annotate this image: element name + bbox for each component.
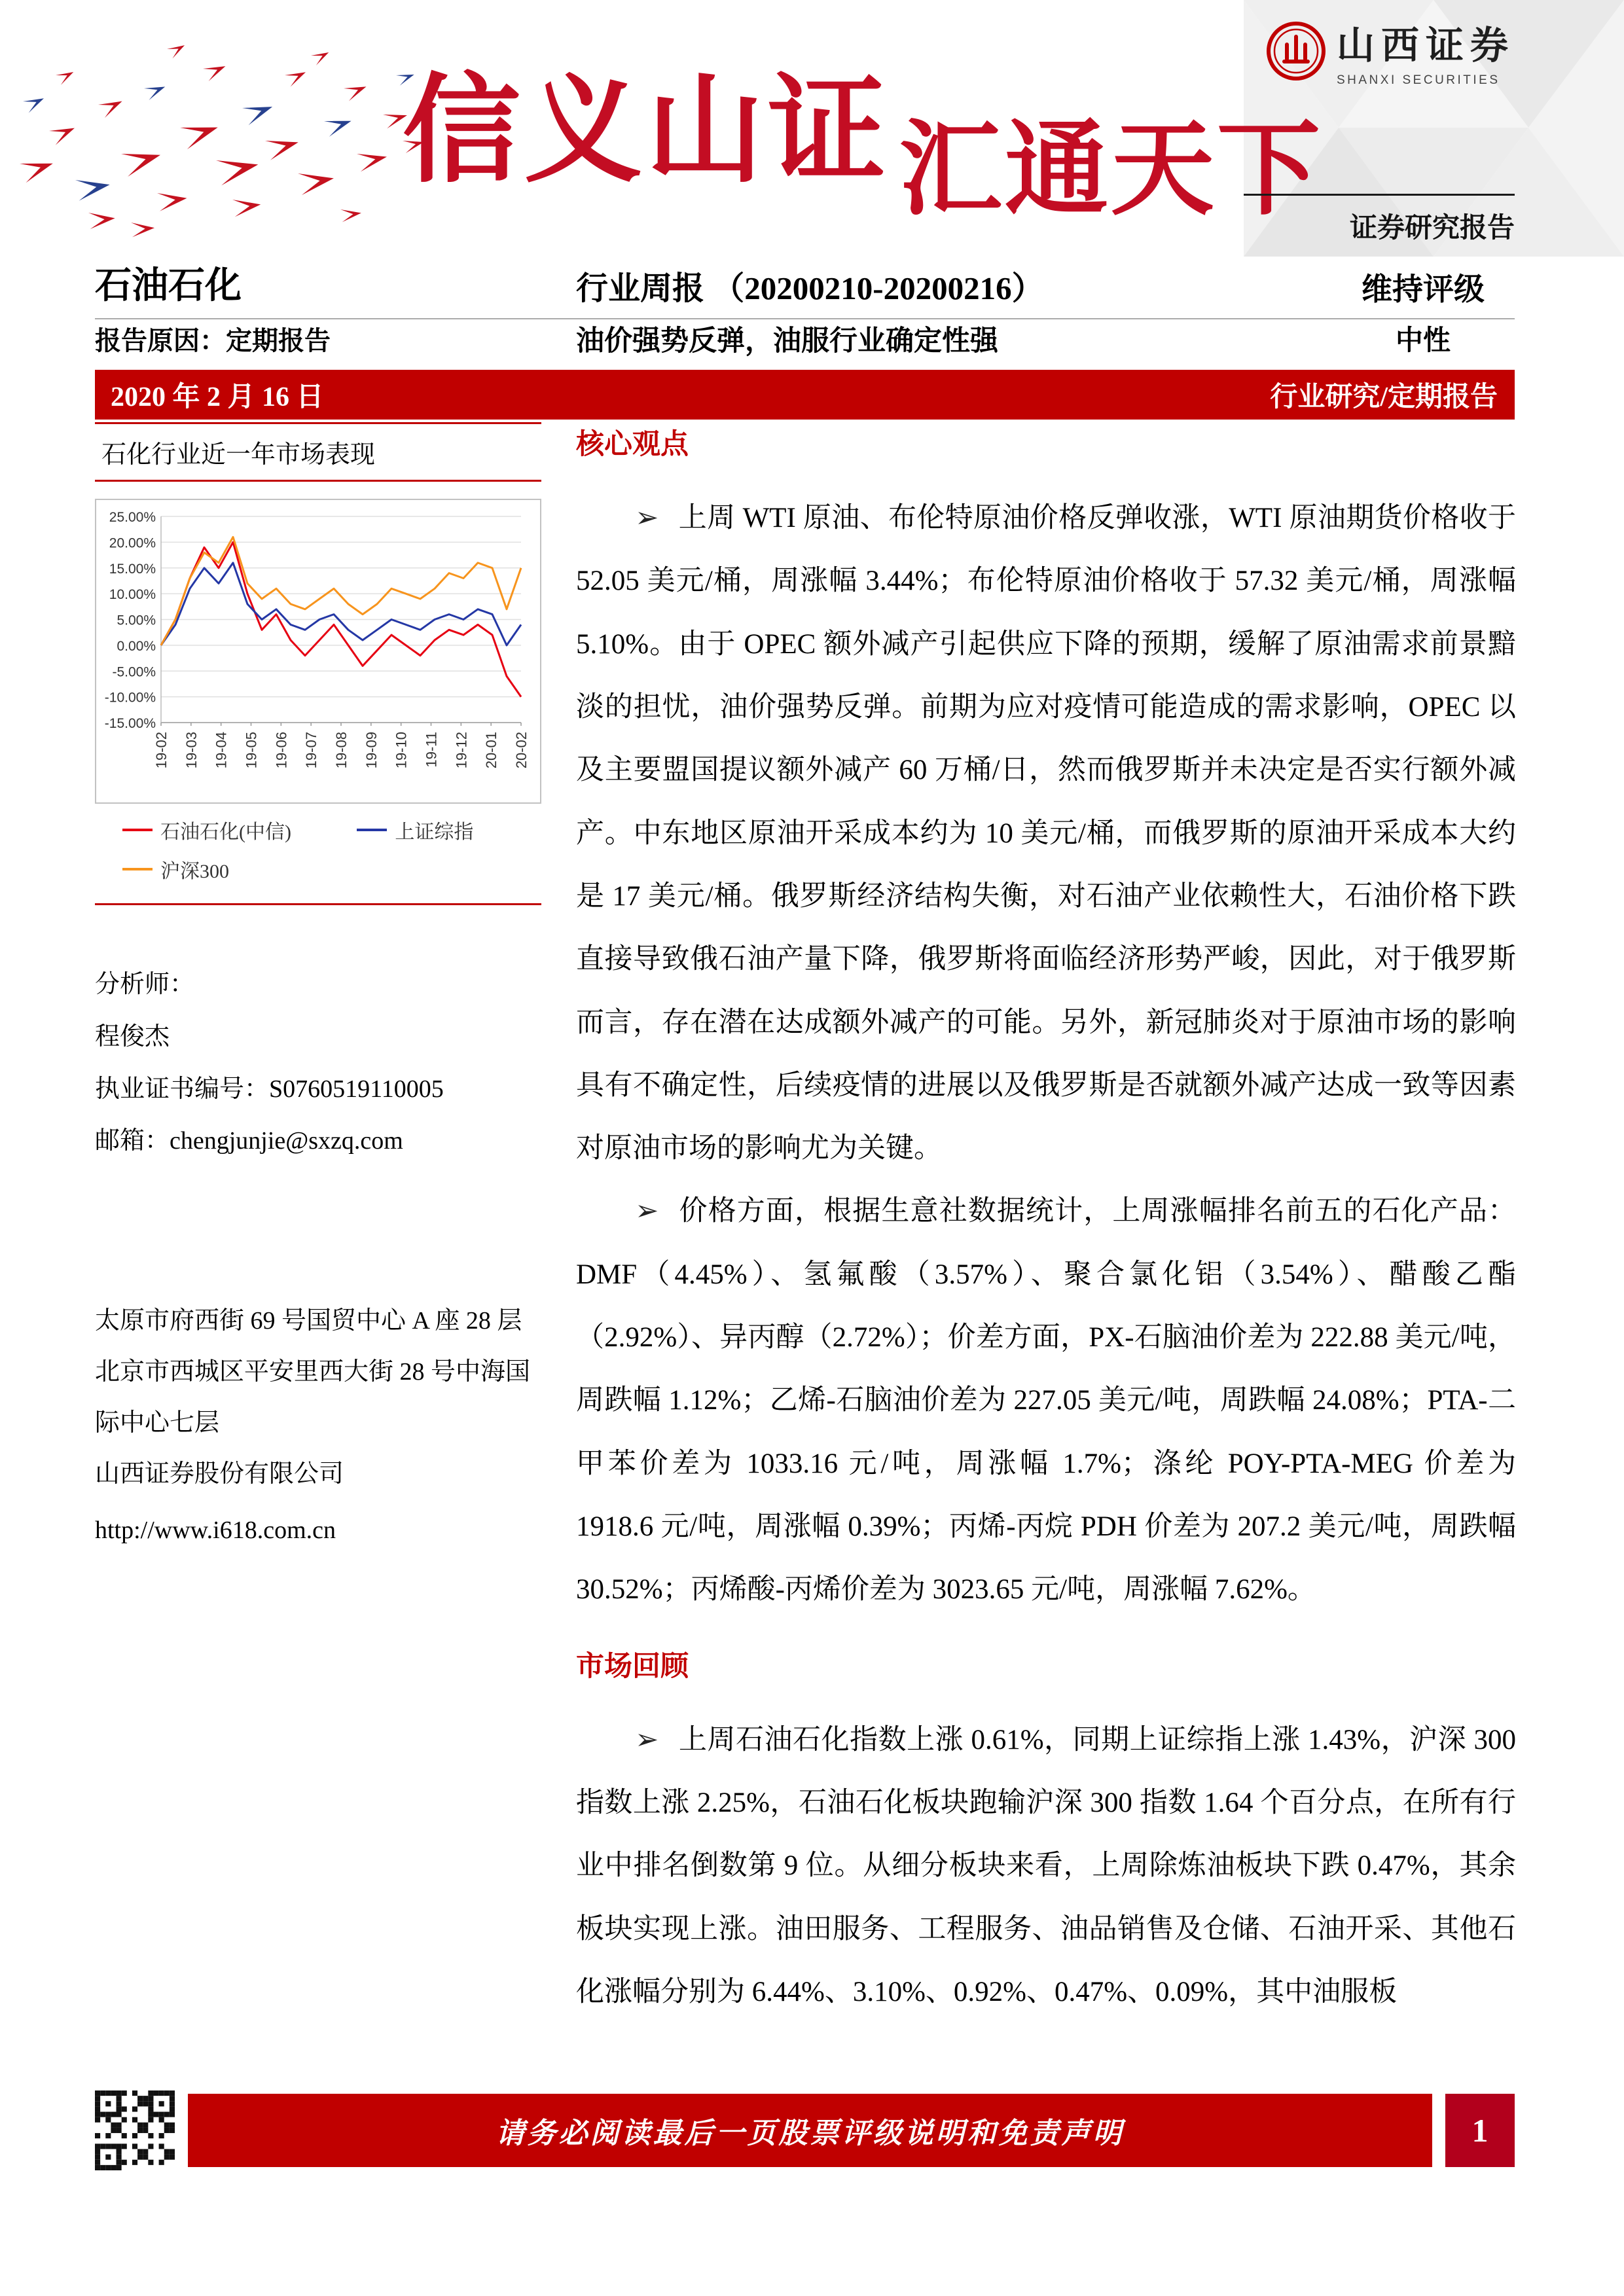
paragraph-oil-price xyxy=(576,487,1516,1180)
svg-text:-15.00%: -15.00% xyxy=(104,716,156,731)
svg-text:25.00%: 25.00% xyxy=(109,510,156,525)
bullet-arrow-icon: ➢ xyxy=(635,503,659,533)
bullet-arrow-icon: ➢ xyxy=(635,1724,659,1755)
analyst-license: 执业证书编号：S0760519110005 xyxy=(95,1075,444,1103)
bullet-arrow-icon: ➢ xyxy=(635,1196,659,1227)
legend-item xyxy=(122,816,357,844)
legend-item xyxy=(122,855,357,884)
svg-text:20-02: 20-02 xyxy=(513,732,530,769)
address-line-1: 太原市府西街 69 号国贸中心 A 座 28 层 xyxy=(95,1307,522,1335)
chart-legend xyxy=(95,816,541,894)
svg-text:19-07: 19-07 xyxy=(303,732,320,769)
paragraph-product-prices xyxy=(576,1180,1516,1621)
disclaimer-band xyxy=(188,2094,1432,2167)
market-performance-chart-box xyxy=(95,499,541,804)
address-line-2: 北京市西城区平安里西大街 28 号中海国际中心七层 xyxy=(95,1358,531,1437)
divider xyxy=(95,903,541,905)
legend-label: 石油石化(中信) xyxy=(160,821,291,843)
section-title-core-views: 核心观点 xyxy=(576,429,689,460)
shanxi-securities-seal-icon xyxy=(1266,21,1326,81)
svg-text:20.00%: 20.00% xyxy=(109,535,156,551)
analyst-email: 邮箱：chengjunjie@sxzq.com xyxy=(95,1127,403,1155)
analyst-info xyxy=(95,959,541,1168)
svg-text:19-10: 19-10 xyxy=(393,732,410,769)
analyst-name: 程俊杰 xyxy=(95,1022,170,1050)
legend-swatch-icon xyxy=(357,829,387,831)
page-number: 1 xyxy=(1445,2094,1515,2167)
svg-text:19-09: 19-09 xyxy=(363,732,380,769)
svg-text:-10.00%: -10.00% xyxy=(104,690,156,706)
svg-text:-5.00%: -5.00% xyxy=(112,664,156,680)
svg-text:19-05: 19-05 xyxy=(243,732,260,769)
svg-text:19-11: 19-11 xyxy=(423,732,440,768)
analyst-label: 分析师： xyxy=(95,971,195,998)
brand-slogan xyxy=(403,36,1324,228)
rating-label: 维持评级 xyxy=(1362,273,1485,307)
svg-text:19-03: 19-03 xyxy=(183,732,200,769)
svg-text:20-01: 20-01 xyxy=(483,732,500,769)
paragraph-text: 价格方面，根据生意社数据统计，上周涨幅排名前五的石化产品：DMF（4.45%）、氢氟酸（3.57%）、聚合氯化铝（3.54%）、醋酸乙酯（2.92%）、异丙醇（2.72%）；价差方面，PX-石脑油价差为 222.88 美元/吨，周跌幅 1.12%；乙烯-石脑油价差为 227.05 美元/吨，周跌幅 24.08%；PTA-二甲苯价差为 1033.16 元/吨，周涨幅 1.7%；涤纶 POY-PTA-MEG 价差为 1918.6 元/吨，周涨幅 0.39%；丙烯-丙烷 PDH 价差为 207.2 美元/吨，周跌幅 30.52%；丙烯酸-丙烯价差为 3023.65 元/吨，周涨幅 7.62%。 xyxy=(576,1196,1516,1605)
website-link[interactable]: http://www.i618.com.cn xyxy=(95,1516,336,1544)
legend-label: 上证综指 xyxy=(395,821,474,843)
report-date: 2020 年 2 月 16 日 xyxy=(111,382,324,412)
slogan-sub-text: 汇通天下 xyxy=(899,113,1324,228)
legend-label: 沪深300 xyxy=(160,861,229,882)
logo-text: 山西证券 xyxy=(1336,24,1515,67)
legend-swatch-icon xyxy=(122,868,153,870)
svg-text:10.00%: 10.00% xyxy=(109,587,156,603)
paragraph-text: 上周石油石化指数上涨 0.61%，同期上证综指上涨 1.43%，沪深 300 指数上涨 2.25%，石油石化板块跑输沪深 300 指数 1.64 个百分点，在所有行业中排名倒数第 9 位。从细分板块来看，上周除炼油板块下跌 0.47%，其余板块实现上涨。油田服务、工程服务、油品销售及仓储、石油开采、其他石化涨幅分别为 6.44%、3.10%、0.92%、0.47%、0.09%，其中油服板 xyxy=(576,1724,1516,2007)
legend-swatch-icon xyxy=(122,829,153,831)
qr-code xyxy=(95,2090,175,2170)
company-logo xyxy=(1266,14,1515,88)
logo-subtext: SHANXI SECURITIES xyxy=(1336,73,1500,87)
date-bar xyxy=(95,370,1515,420)
company-name: 山西证券股份有限公司 xyxy=(95,1460,344,1488)
header-row-sub xyxy=(95,313,1515,364)
svg-text:19-12: 19-12 xyxy=(453,732,470,769)
footer xyxy=(95,2089,1515,2172)
flying-arrows-decoration xyxy=(0,26,432,242)
report-subtitle: 油价强势反弹，油服行业确定性强 xyxy=(576,325,998,357)
rating-value: 中性 xyxy=(1395,326,1451,356)
contact-info xyxy=(95,1296,541,1556)
svg-text:19-02: 19-02 xyxy=(153,732,170,769)
disclaimer-text: 请务必阅读最后一页股票评级说明和免责声明 xyxy=(496,2117,1125,2149)
paragraph-text: 上周 WTI 原油、布伦特原油价格反弹收涨，WTI 原油期货价格收于 52.05 美元/桶，周涨幅 3.44%；布伦特原油价格收于 57.32 美元/桶，周涨幅 5.10%。由于 OPEC 额外减产引起供应下降的预期，缓解了原油需求前景黯淡的担忧，油价强势反弹。前期为应对疫情可能造成的需求影响，OPEC 以及主要盟国提议额外减产 60 万桶/日，然而俄罗斯并未决定是否实行额外减产。中东地区原油开采成本约为 10 美元/桶，而俄罗斯的原油开采成本大约是 17 美元/桶。俄罗斯经济结构失衡，对石油产业依赖性大，石油价格下跌直接导致俄石油产量下降，俄罗斯将面临经济形势严峻，因此，对于俄罗斯而言，存在潜在达成额外减产的可能。另外，新冠肺炎对于原油市场的影响具有不确定性，后续疫情的进展以及俄罗斯是否就额外减产达成一致等因素对原油市场的影响尤为关键。 xyxy=(576,503,1516,1164)
slogan-main-text: 信义山证 xyxy=(403,66,890,196)
report-reason: 报告原因：定期报告 xyxy=(95,325,331,355)
chart-title: 石化行业近一年市场表现 xyxy=(101,441,376,469)
header-row-main xyxy=(95,257,1515,319)
sidebar xyxy=(95,422,541,1556)
svg-text:0.00%: 0.00% xyxy=(117,638,156,654)
divider xyxy=(95,480,541,482)
industry-name: 石油石化 xyxy=(95,266,242,306)
series-沪深300 xyxy=(161,537,521,645)
paragraph-market-review xyxy=(576,1709,1516,2024)
svg-text:19-06: 19-06 xyxy=(273,732,290,769)
report-category: 行业研究/定期报告 xyxy=(1270,382,1498,412)
svg-text:5.00%: 5.00% xyxy=(117,613,156,628)
main-content xyxy=(576,422,1516,2024)
report-title: 行业周报 （20200210-20200216） xyxy=(576,270,1044,306)
svg-text:15.00%: 15.00% xyxy=(109,561,156,577)
legend-item xyxy=(357,816,541,844)
report-type-label: 证券研究报告 xyxy=(1244,194,1515,245)
svg-text:19-08: 19-08 xyxy=(333,732,350,769)
section-title-market-review: 市场回顾 xyxy=(576,1651,689,1682)
market-performance-chart xyxy=(99,507,531,798)
svg-text:19-04: 19-04 xyxy=(213,732,230,769)
